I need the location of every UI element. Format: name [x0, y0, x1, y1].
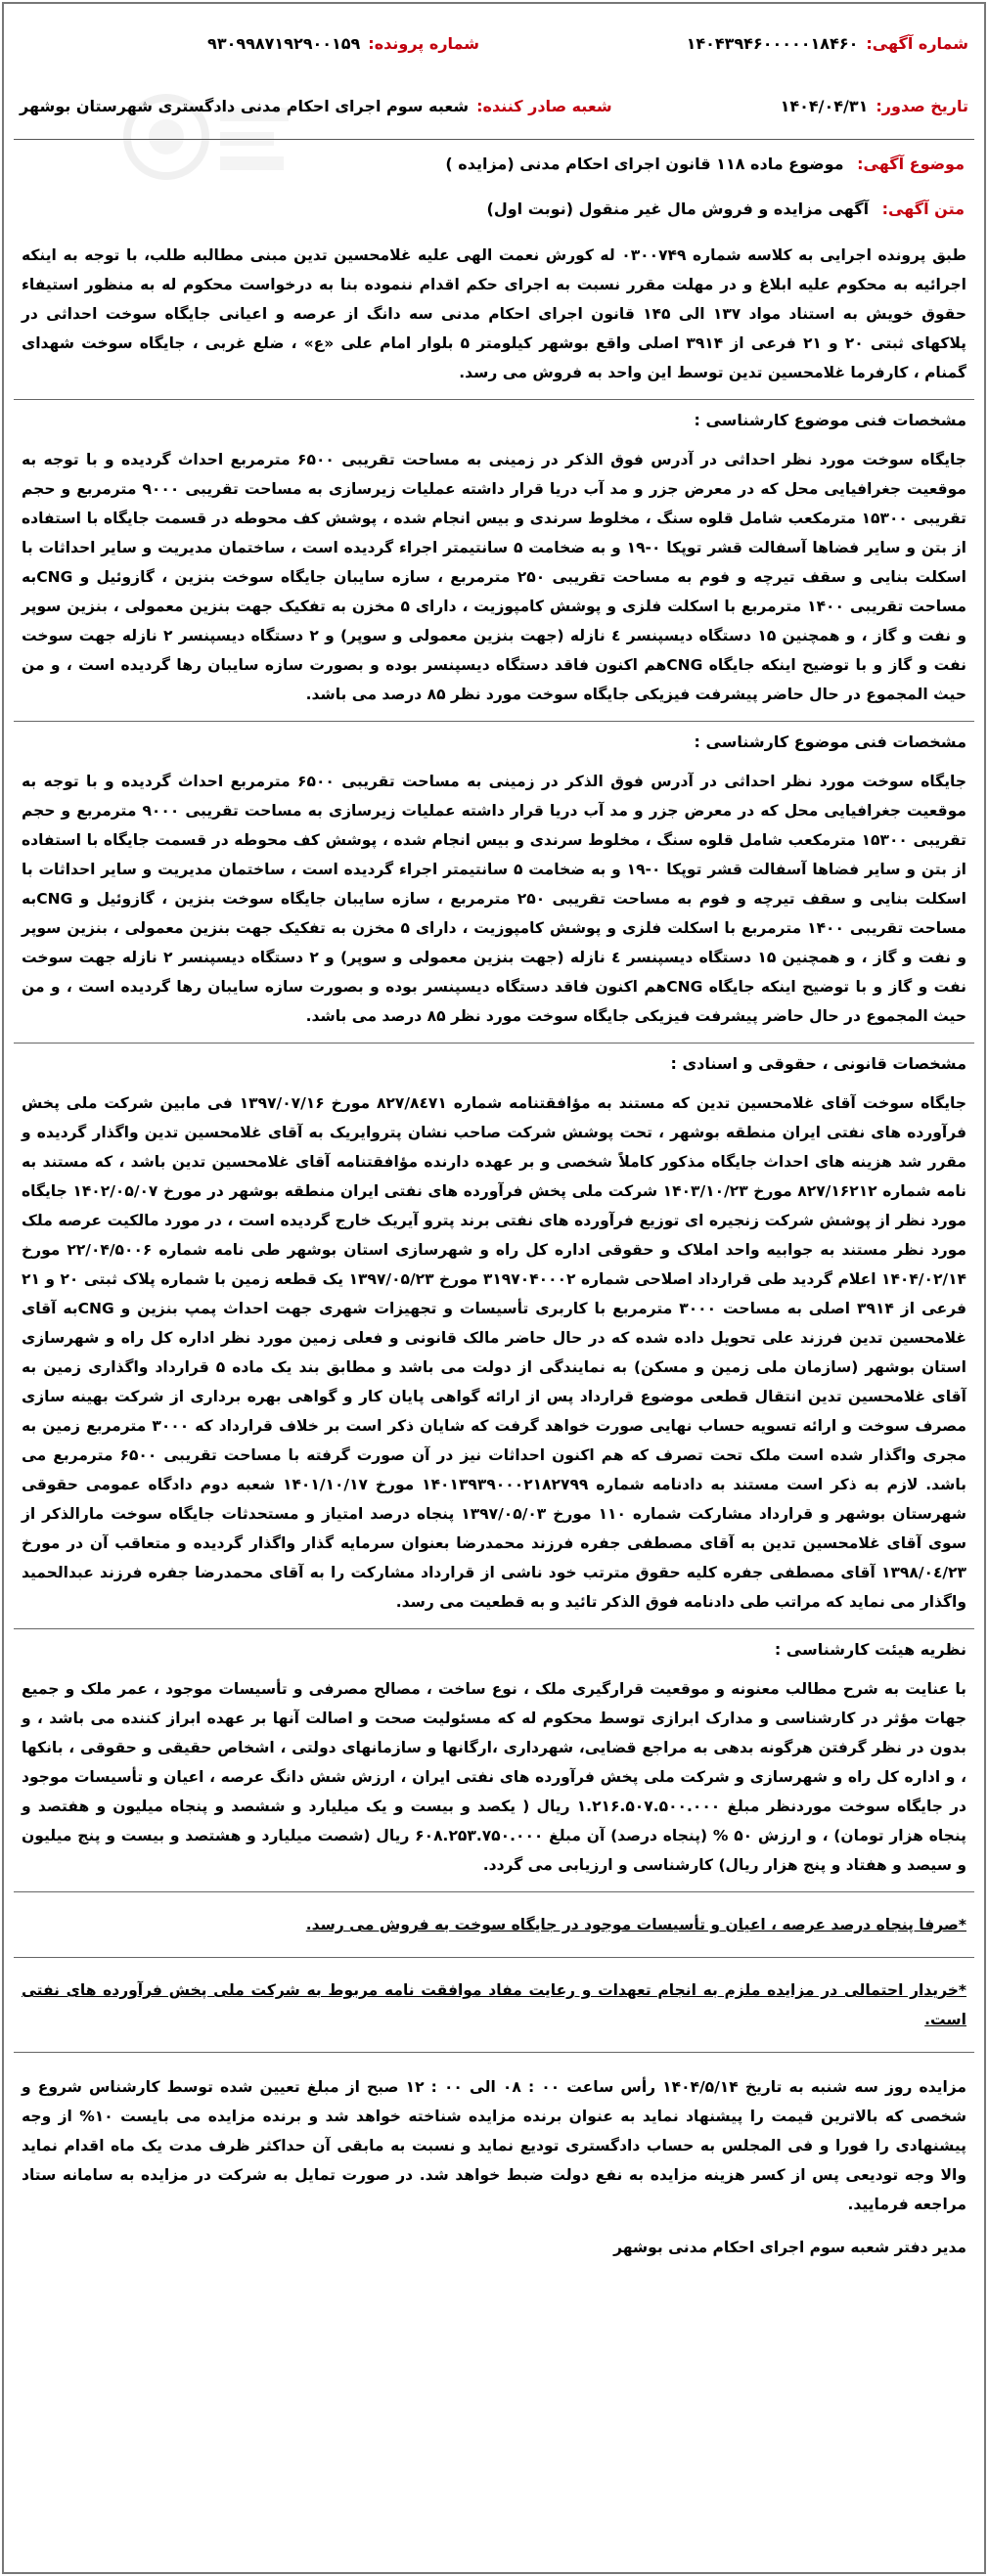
legal-heading: مشخصات قانونی ، حقوقی و اسنادی : — [670, 1054, 966, 1073]
section-divider — [14, 721, 974, 722]
section-divider — [14, 1891, 974, 1892]
issuer-cell — [20, 97, 612, 115]
header-row-numbers — [20, 22, 968, 65]
text-title-label: متن آگهی: — [881, 200, 965, 218]
auction-paragraph: مزایده روز سه شنبه به تاریخ ۱۴۰۴/۵/۱۴ رأس ساعت ۰۰ : ۰۸ الی ۰۰ : ۱۲ صبح از مبلغ تعیین شده توسط کارشناس شروع و شخصی که بالاترین قیمت را پیشنهاد نماید به عنوان برنده مزایده شناخته خواهد شد و برنده مزایده می بایست ۱۰% از وجه پیشنهادی را فورا و فی المجلس به حساب دادگستری تودیع نماید و نسبت به مابقی آن حداکثر ظرف مدت یک ماه اقدام نماید والا وجه تودیعی پس از کسر هزینه مزایده به نفع دولت ضبط خواهد شد. در صورت تمایل به شرکت در مزایده به سامانه ستاد مراجعه فرمایید. — [22, 2078, 966, 2213]
ad-number-label: شماره آگهی: — [866, 33, 968, 53]
ad-number-cell — [479, 34, 968, 53]
section-divider — [14, 2052, 974, 2053]
section-divider — [14, 1628, 974, 1629]
section-divider — [14, 399, 974, 400]
technical-paragraph-1: جایگاه سوخت مورد نظر احداثی در آدرس فوق الذکر در زمینی به مساحت تقریبی ۶۵۰۰ مترمربع احداث گردیده و با توجه به موقعیت جغرافیایی محل که در معرض جزر و مد آب دریا قرار داشته عملیات زیرسازی به مساحت تقریبی ۹۰۰۰ مترمربع و حجم تقریبی ۱۵۳۰۰ مترمکعب شامل قلوه سنگ ، مخلوط سرندی و بیس انجام شده ، پوشش کف محوطه در قسمت جایگاه با استفاده از بتن و سایر فضاها آسفالت قشر توپکا ۰-۱۹ و به ضخامت ۵ سانتیمتر اجراء گردیده است ، ساختمان مدیریت و سایر احداثات با اسکلت بنایی و سقف تیرچه و فوم به مساحت تقریبی ۲۵۰ مترمربع ، سازه سایبان جایگاه سوخت بنزین ، گازوئیل و CNGبه مساحت تقریبی ۱۴۰۰ مترمربع با اسکلت فلزی و پوشش کامپوزیت ، دارای ۵ مخزن به تفکیک جهت بنزین معمولی ، بنزین سوپر و نفت و گاز ، و همچنین ۱۵ دستگاه دیسپنسر ٤ نازله (جهت بنزین معمولی و سوپر) و ۲ دستگاه دیسپنسر ۲ نازله جهت سوخت نفت و گاز و با توضیح اینکه جایگاه CNGهم اکنون فاقد دستگاه دیسپنسر بوده و بصورت سازه سایبان رها گردیده است ، و من حیث المجموع در حال حاضر پیشرفت فیزیکی جایگاه سوخت مورد نظر ۸۵ درصد می باشد. — [22, 451, 967, 703]
header-row-issue — [20, 84, 968, 127]
case-number-cell — [20, 34, 479, 53]
issuer-label: شعبه صادر کننده: — [476, 96, 612, 115]
section-divider — [14, 1043, 974, 1044]
issuer-value: شعبه سوم اجرای احکام مدنی دادگستری شهرستان بوشهر — [20, 96, 470, 115]
signature: مدیر دفتر شعبه سوم اجرای احکام مدنی بوشهر — [613, 2239, 966, 2256]
technical-heading-1: مشخصات فنی موضوع کارشناسی : — [694, 411, 966, 429]
subject-value: موضوع ماده ۱۱۸ قانون اجرای احکام مدنی (مزایده ) — [445, 155, 844, 173]
legal-paragraph: جایگاه سوخت آقای غلامحسین تدین که مستند به مؤافقتنامه شماره ۸۲۷/۸٤۷۱ مورخ ۱۳۹۷/۰۷/۱۶ فی مابین شرکت ملی پخش فرآورده های نفتی ایران منطقه بوشهر ، تحت پوشش شرکت صاحب نشان پتروایریک به آقای غلامحسین تدین واگذار گردیده و مقرر شد هزینه های احداث جایگاه مذکور کاملاً شخصی و بر عهده دارنده مؤافقتنامه آقای غلامحسین تدین باشد ، که مستند به نامه شماره ۸۲۷/۱۶۲۱۲ مورخ ۱۴۰۳/۱۰/۲۳ شرکت ملی پخش فرآورده های نفتی ایران منطقه بوشهر در مورخ ۱۴۰۲/۰۵/۰۷ جایگاه مورد نظر از پوشش شرکت زنجیره ای توزیع فرآورده های نفتی برند پترو آیریک خارج گردیده است ، در مورد مالکیت عرصه ملک مورد نظر مستند به جوابیه واحد املاک و حقوقی اداره کل راه و شهرسازی استان بوشهر طی نامه شماره ۲۲/۰۴/۵۰۰۶ مورخ ۱۴۰۴/۰۲/۱۴ اعلام گردید طی قرارداد اصلاحی شماره ۳۱۹۷۰۴۰۰۰۲ مورخ ۱۳۹۷/۰۵/۲۳ یک قطعه زمین با شماره پلاک ثبتی ۲۰ و ۲۱ فرعی از ۳۹۱۴ اصلی به مساحت ۳۰۰۰ مترمربع با کاربری تأسیسات و تجهیزات شهری جهت احداث پمپ بنزین و CNGبه آقای غلامحسین تدین فرزند علی تحویل داده شده که در حال حاضر مالک قانونی و فعلی زمین مورد نظر اداره کل راه و شهرسازی استان بوشهر (سازمان ملی زمین و مسکن) به نمایندگی از دولت می باشد و مطابق بند یک ماده ۵ قرارداد واگذاری زمین به آقای غلامحسین تدین انتقال قطعی موضوع قرارداد پس از ارائه گواهی پایان کار و گواهی بهره برداری از شرکت بهینه سازی مصرف سوخت و ارائه تسویه حساب نهایی صورت خواهد گرفت که شایان ذکر است بر خلاف قرارداد که ۳۰۰۰ مترمربع زمین به مجری واگذار شده است ملک تحت تصرف که هم اکنون احداثات نیز در آن صورت گرفته با مساحت تقریبی ۶۵۰۰ مترمربع می باشد. لازم به ذکر است مستند به دادنامه شماره ۱۴۰۱۳۹۳۹۰۰۰۲۱۸۲۷۹۹ مورخ ۱۴۰۱/۱۰/۱۷ شعبه دوم دادگاه عمومی حقوقی شهرستان بوشهر و قرارداد مشارکت شماره ۱۱۰ مورخ ۱۳۹۷/۰۵/۰۳ پنجاه درصد امتیاز و مستحدثات جایگاه سوخت مارالذکر از سوی آقای غلامحسین تدین به آقای مصطفی جفره فرزند محمدرضا بعنوان سرمایه گذار واگذار گردیده و متعاقب آن در مورخ ۱۳۹۸/۰٤/۲۳ آقای مصطفی جفره کلیه حقوق مترتب خود ناشی از قرارداد مشارکت را به آقای محمدرضا جفره فرزند عبدالحمید واگذار می نماید که مراتب طی دادنامه فوق الذکر تائید و به قطعیت می رسد. — [22, 1094, 967, 1611]
text-title-value: آگهی مزایده و فروش مال غیر منقول (نوبت اول) — [486, 200, 870, 218]
text-title-line — [23, 195, 965, 224]
expert-paragraph: با عنایت به شرح مطالب معنونه و موقعیت قرارگیری ملک ، نوع ساخت ، مصالح مصرفی و تأسیسات موجود ، عمر ملک و جمیع جهات مؤثر در کارشناسی و مدارک ابرازی توسط محکوم له که مسئولیت صحت و اصالت آنها بر عهده ابراز کننده می باشد ، و بدون در نظر گرفتن هرگونه بدهی به مراجع قضایی، شهرداری ،ارگانها و سازمانهای دولتی ، اشخاص حقیقی و حقوقی ، بانکها ، و اداره کل راه و شهرسازی و شرکت ملی پخش فرآورده های نفتی ایران ، ارزش شش دانگ عرصه ، اعیان و تأسیسات موجود در جایگاه سوخت موردنظر مبلغ ۱.۲۱۶.۵۰۷.۵۰۰.۰۰۰ ریال ( یکصد و بیست و یک میلیارد و ششصد و پنجاه میلیون و هفتصد و پنجاه هزار تومان) ، و ارزش ۵۰ % (پنجاه درصد) آن مبلغ ۶۰۸.۲۵۳.۷۵۰.۰۰۰ ریال (شصت میلیارد و هشتصد و بیست و پنج میلیون و سیصد و هفتاد و پنج هزار ریال) کارشناسی و ارزیابی می گردد. — [22, 1680, 966, 1874]
notice-half-share: *صرفا پنجاه درصد عرصه ، اعیان و تأسیسات موجود در جایگاه سوخت به فروش می رسد. — [305, 1916, 966, 1933]
technical-paragraph-2: جایگاه سوخت مورد نظر احداثی در آدرس فوق الذکر در زمینی به مساحت تقریبی ۶۵۰۰ مترمربع احداث گردیده و با توجه به موقعیت جغرافیایی محل که در معرض جزر و مد آب دریا قرار داشته عملیات زیرسازی به مساحت تقریبی ۹۰۰۰ مترمربع و حجم تقریبی ۱۵۳۰۰ مترمکعب شامل قلوه سنگ ، مخلوط سرندی و بیس انجام شده ، پوشش کف محوطه در قسمت جایگاه با استفاده از بتن و سایر فضاها آسفالت قشر توپکا ۰-۱۹ و به ضخامت ۵ سانتیمتر اجراء گردیده است ، ساختمان مدیریت و سایر احداثات با اسکلت بنایی و سقف تیرچه و فوم به مساحت تقریبی ۲۵۰ مترمربع ، سازه سایبان جایگاه سوخت بنزین ، گازوئیل و CNGبه مساحت تقریبی ۱۴۰۰ مترمربع با اسکلت فلزی و پوشش کامپوزیت ، دارای ۵ مخزن به تفکیک جهت بنزین معمولی ، بنزین سوپر و نفت و گاز ، و همچنین ۱۵ دستگاه دیسپنسر ٤ نازله (جهت بنزین معمولی و سوپر) و ۲ دستگاه دیسپنسر ۲ نازله جهت سوخت نفت و گاز و با توضیح اینکه جایگاه CNGهم اکنون فاقد دستگاه دیسپنسر بوده و بصورت سازه سایبان رها گردیده است ، و من حیث المجموع در حال حاضر پیشرفت فیزیکی جایگاه سوخت مورد نظر ۸۵ درصد می باشد. — [22, 773, 967, 1025]
issue-date-cell — [612, 97, 968, 115]
case-number-value: ۹۳۰۹۹۸۷۱۹۲۹۰۰۱۵۹ — [207, 33, 361, 53]
issue-date-value: ۱۴۰۴/۰۴/۳۱ — [780, 96, 869, 115]
spacer — [22, 2057, 966, 2066]
subject-label: موضوع آگهی: — [857, 155, 965, 173]
notice-body — [22, 235, 966, 2270]
technical-heading-2: مشخصات فنی موضوع کارشناسی : — [694, 733, 966, 751]
case-number-label: شماره پرونده: — [368, 33, 479, 53]
notice-buyer-obligation: *خریدار احتمالی در مزایده ملزم به انجام تعهدات و رعایت مفاد موافقت نامه مربوط به شرکت ملی پخش فرآورده های نفتی است. — [22, 1981, 966, 2028]
expert-heading: نظریه هیئت کارشناسی : — [774, 1640, 966, 1659]
ad-number-value: ۱۴۰۴۳۹۴۶۰۰۰۰۰۱۸۴۶۰ — [686, 33, 859, 53]
intro-paragraph: طبق پرونده اجرایی به کلاسه شماره ۰۳۰۰۷۴۹ له کورش نعمت الهی علیه غلامحسین تدین مبنی مطالبه طلب، با توجه به اینکه اجرائیه به محکوم علیه ابلاغ و در مهلت مقرر نسبت به اجرای حکم اقدام ننموده بنا به درخواست محکوم له به منظور استیفاء حقوق خویش به استناد مواد ۱۳۷ الی ۱۴۵ قانون اجرای احکام مدنی سه دانگ از عرصه و اعیانی جایگاه سوخت احداثی در پلاکهای ثبتی ۲۰ و ۲۱ فرعی از ۳۹۱۴ اصلی واقع بوشهر کیلومتر ۵ بلوار امام علی «ع» ، ضلع غربی ، جایگاه سوخت شهدای گمنام ، کارفرما غلامحسین تدین توسط این واحد به فروش می رسد. — [22, 246, 966, 381]
subject-line — [23, 150, 965, 179]
header-divider — [14, 139, 974, 140]
section-divider — [14, 1957, 974, 1958]
issue-date-label: تاریخ صدور: — [876, 96, 968, 115]
